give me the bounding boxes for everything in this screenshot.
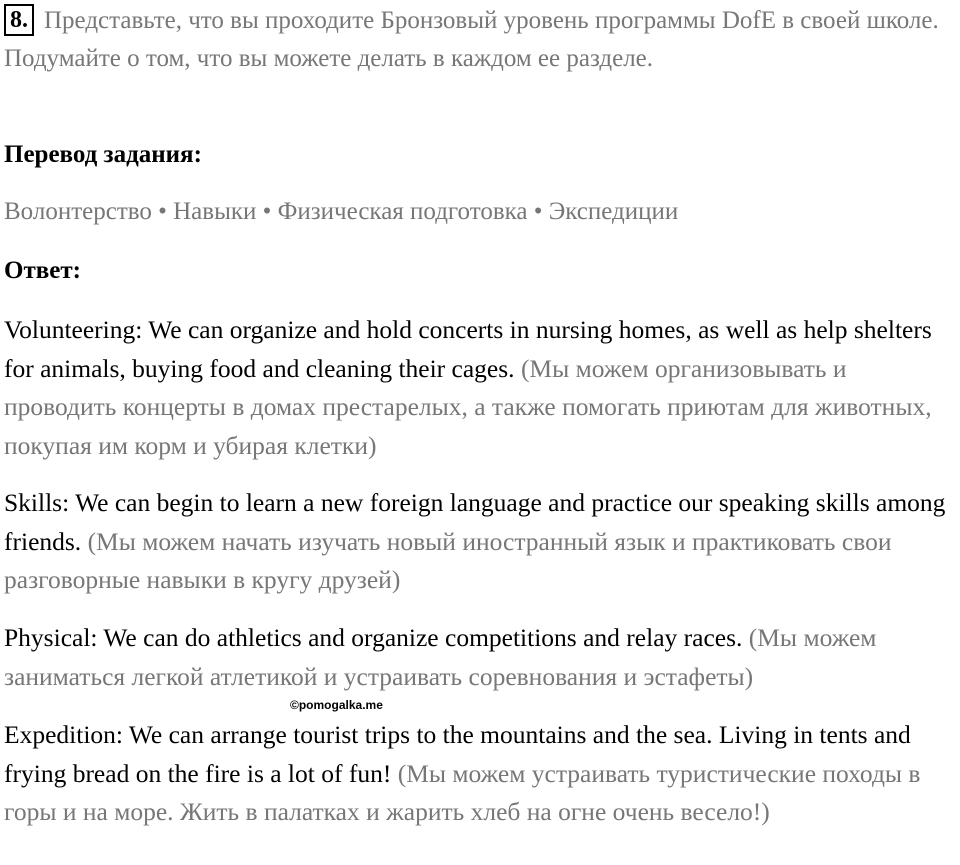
answer-russian: (Мы можем заниматься легкой атлетикой и устраивать соревнования и эстафеты): [4, 623, 877, 691]
task-text: Представьте, что вы проходите Бронзовый уровень программы DofE в своей школе. Подумайте о том, что вы можете делать в каждом ее разделе.: [4, 7, 939, 72]
answer-english: Physical: We can do athletics and organize competitions and relay races.: [4, 623, 743, 652]
answer-russian: (Мы можем организовывать и проводить концерты в домах престарелых, а также помогать приютам для животных, покупая им корм и убирая клетки): [4, 353, 932, 460]
answer-english: Expedition: We can arrange tourist trips to the mountains and the sea. Living in tents and frying bread on the fire is a lot of fun!: [4, 720, 911, 788]
answer-russian: (Мы можем устраивать туристические походы в горы и на море. Жить в палатках и жарить хлеб на огне очень весело!): [4, 758, 921, 826]
watermark: ©pomogalka.me: [290, 698, 383, 712]
task-number: 8.: [4, 4, 34, 36]
answer-russian: (Мы можем начать изучать новый иностранный язык и практиковать свои разговорные навыки в кругу друзей): [4, 526, 892, 594]
task-statement: [4, 2, 954, 78]
answer-heading: Ответ:: [4, 257, 81, 284]
answer-item-volunteering: [4, 311, 960, 465]
answer-english: Volunteering: We can organize and hold concerts in nursing homes, as well as help shelters for animals, buying food and cleaning their cages.: [4, 315, 932, 383]
answer-item-skills: [4, 484, 960, 600]
answer-item-expedition: [4, 716, 960, 832]
translation-text: Волонтерство • Навыки • Физическая подготовка • Экспедиции: [4, 198, 679, 225]
answer-item-physical: [4, 619, 960, 696]
translation-heading: Перевод задания:: [4, 141, 202, 168]
answer-english: Skills: We can begin to learn a new foreign language and practice our speaking skills among friends.: [4, 488, 946, 556]
